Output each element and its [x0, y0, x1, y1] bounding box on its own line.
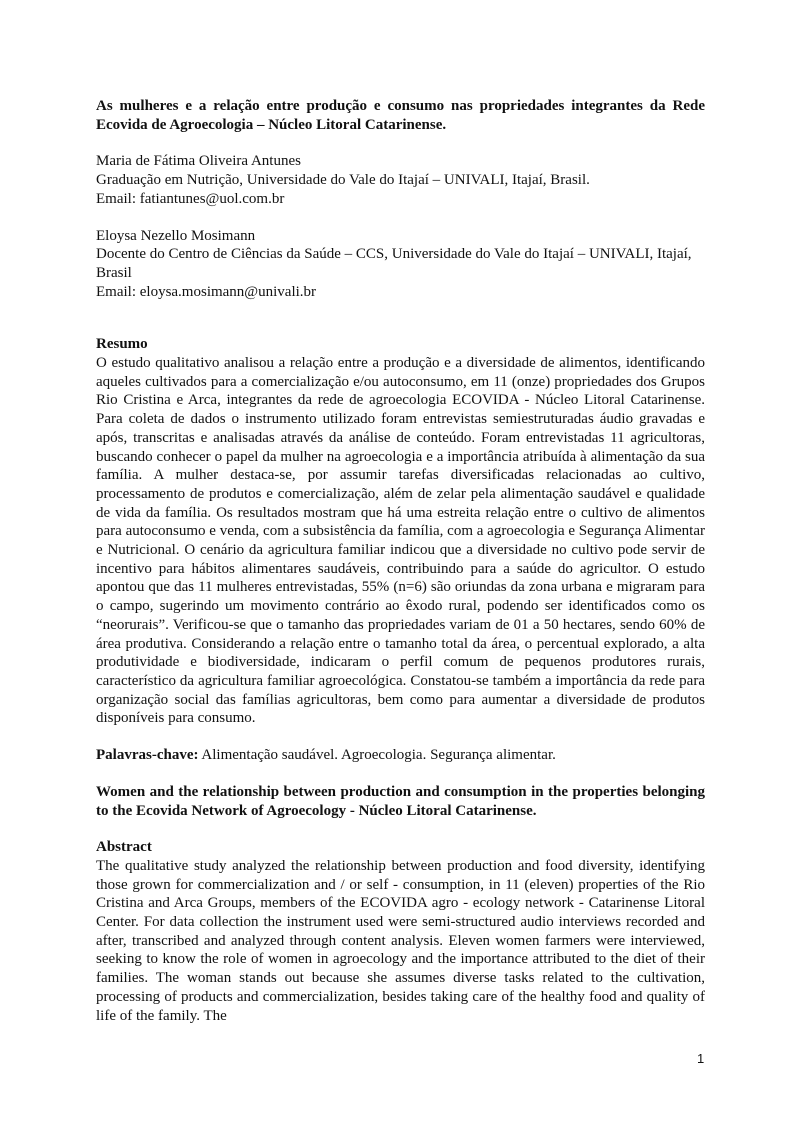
english-title: Women and the relationship between production and consumption in the properties belonging to the Ecovida Network of Agroecology - Núcleo Litoral Catarinense.	[96, 783, 705, 819]
abstract-text: The qualitative study analyzed the relationship between production and food diversity, identifying those grown for commercialization and / or self - consumption, in 11 (eleven) properties of the Rio Cristina and Arca Groups, members of the ECOVIDA agro - ecology network - Catarinense Litoral Center. For data collection the instrument used were semi-structured audio interviews recorded and after, transcribed and analyzed through content analysis. Eleven women farmers were interviewed, seeking to know the role of women in agroecology and the importance attributed to the diet of their families. The woman stands out because she assumes diverse tasks related to the cultivation, processing of products and commercialization, besides taking care of the healthy food and quality of life of the family. The	[96, 857, 705, 1024]
abstract-heading: Abstract	[96, 839, 152, 856]
page-number: 1	[697, 1051, 705, 1066]
author-affiliation: Graduação em Nutrição, Universidade do Vale do Itajaí – UNIVALI, Itajaí, Brasil.	[96, 172, 590, 189]
author-block-1	[96, 152, 705, 208]
author-email: Email: eloysa.mosimann@univali.br	[96, 283, 317, 300]
keywords	[96, 746, 705, 765]
keywords-text: Alimentação saudável. Agroecologia. Segurança alimentar.	[198, 747, 556, 764]
resumo-heading: Resumo	[96, 336, 148, 353]
author-block-2	[96, 227, 705, 302]
author-name: Maria de Fátima Oliveira Antunes	[96, 153, 301, 170]
author-name: Eloysa Nezello Mosimann	[96, 227, 256, 244]
keywords-label: Palavras-chave:	[96, 747, 199, 764]
author-email: Email: fatiantunes@uol.com.br	[96, 190, 285, 207]
author-affiliation: Docente do Centro de Ciências da Saúde – CCS, Universidade do Vale do Itajaí – UNIVALI, Itajaí, Brasil	[96, 246, 692, 281]
page-content	[96, 97, 705, 1025]
resumo-text: O estudo qualitativo analisou a relação entre a produção e a diversidade de alimentos, identificando aqueles cultivados para a comercialização e/ou autoconsumo, em 11 (onze) propriedades dos Grupos Rio Cristina e Arca, integrantes da rede de agroecologia ECOVIDA - Núcleo Litoral Catarinense. Para coleta de dados o instrumento utilizado foram entrevistas semiestruturadas áudio gravadas e após, transcritas e analisadas através da análise de conteúdo. Foram entrevistadas 11 agricultoras, buscando conhecer o papel da mulher na agroecologia e a importância atribuída à alimentação da sua família. A mulher destaca-se, por assumir tarefas diversificadas relacionadas ao cultivo, processamento de produtos e comercialização, além de zelar pela alimentação saudável e qualidade de vida da família. Os resultados mostram que há uma estreita relação entre o cultivo de alimentos para autoconsumo e venda, com a subsistência da família, com a agroecologia e Segurança Alimentar e Nutricional. O cenário da agricultura familiar indicou que a diversidade no cultivo pode servir de incentivo para hábitos alimentares saudáveis, contribuindo para a saúde do agricultor. O estudo apontou que das 11 mulheres entrevistadas, 55% (n=6) são oriundas da zona urbana e migraram para o campo, sugerindo um movimento contrário ao êxodo rural, podendo ser identificados como os “neorurais”. Verificou-se que o tamanho das propriedades variam de 01 a 50 hectares, sendo 60% de área produtiva. Considerando a relação entre o tamanho total da área, o percentual explorado, a alta produtividade e biodiversidade, indicaram o perfil comum de pequenos produtores rurais, característico da agricultura familiar agroecológica. Constatou-se também a importância da rede para organização social das famílias agricultoras, bem como para aumentar a diversidade de produtos disponíveis para consumo.	[96, 355, 705, 727]
paper-title: As mulheres e a relação entre produção e consumo nas propriedades integrantes da Rede Ecovida de Agroecologia – Núcleo Litoral Catarinense.	[96, 98, 705, 133]
